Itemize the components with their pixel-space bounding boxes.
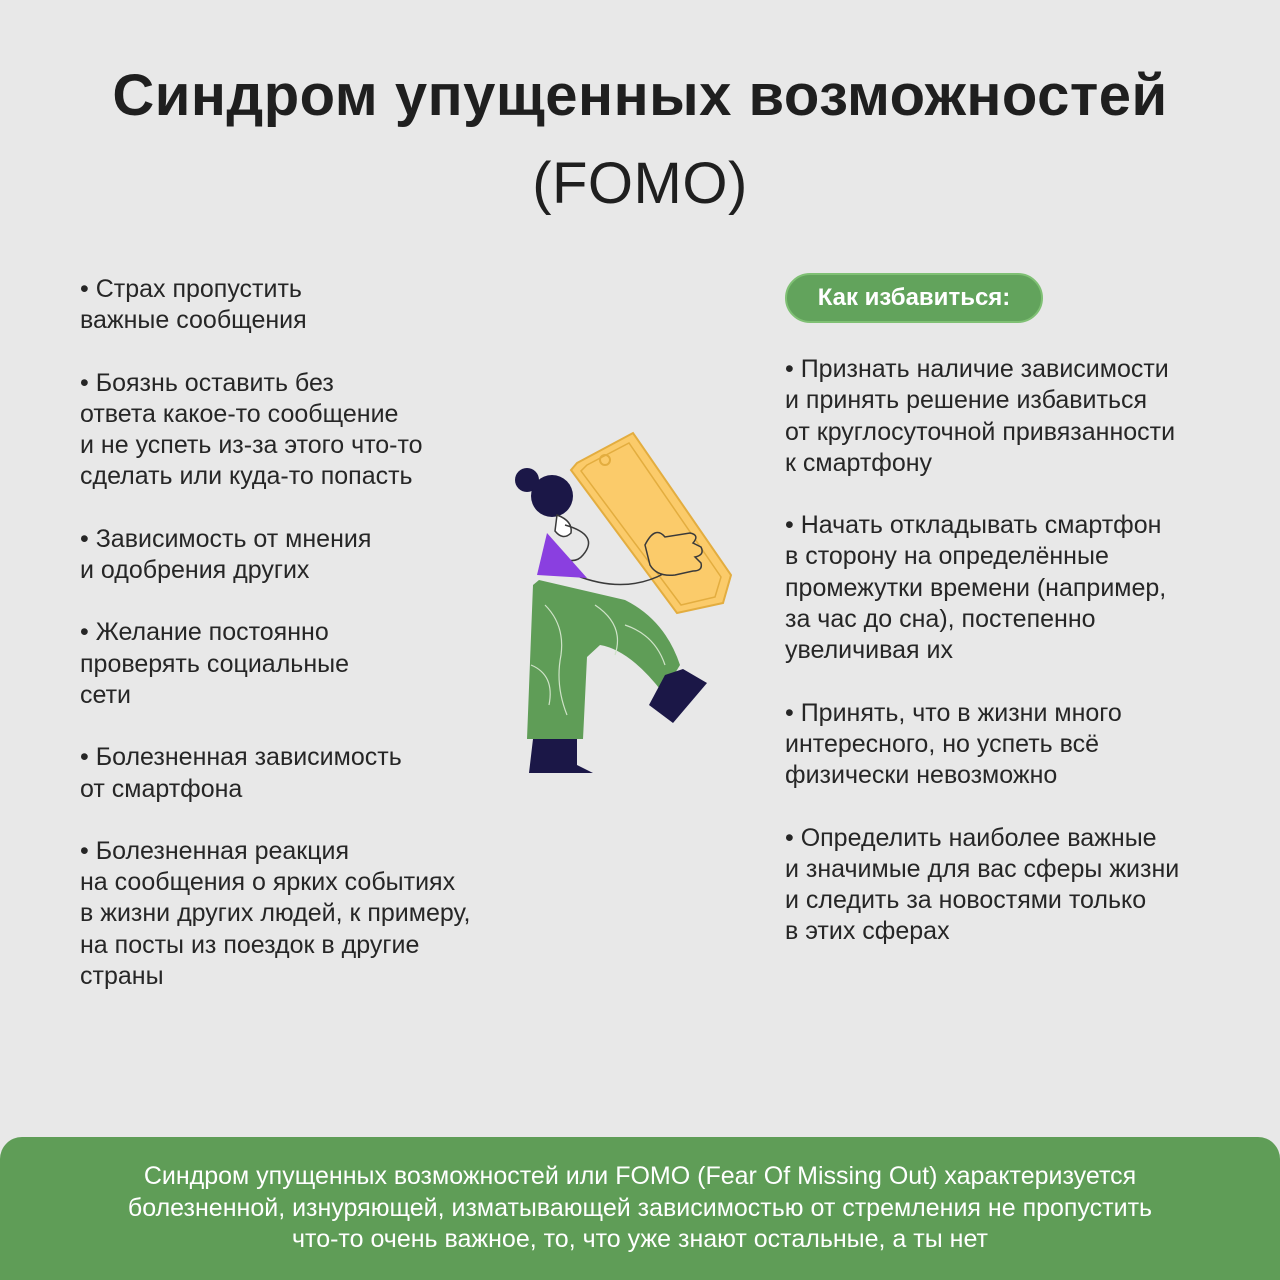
page-title-main: Синдром упущенных возможностей: [112, 63, 1168, 128]
symptom-item: • Зависимость от мнения и одобрения других: [80, 524, 372, 585]
phone-shape: [571, 433, 731, 613]
solution-item: • Принять, что в жизни много интересного, но успеть всё физически невозможно: [785, 698, 1122, 790]
symptom-item: • Болезненная реакция на сообщения о ярких событиях в жизни других людей, к примеру, на посты из поездок в другие страны: [80, 836, 471, 991]
symptom-item: • Желание постоянно проверять социальные сети: [80, 618, 349, 709]
symptom-item: • Боязнь оставить без ответа какое-то сообщение и не успеть из-за этого что-то сделать или куда-то попасть: [80, 368, 423, 491]
how-to-get-rid-badge: Как избавиться:: [785, 273, 1043, 323]
solution-item: • Определить наиболее важные и значимые для вас сферы жизни и следить за новостями только в этих сферах: [785, 823, 1180, 946]
solution-item: • Признать наличие зависимости и принять решение избавиться от круглосуточной привязанности к смартфону: [785, 355, 1176, 477]
definition-footer: [0, 1137, 1280, 1280]
symptoms-list: [80, 274, 540, 1023]
symptom-item: • Страх пропустить важные сообщения: [80, 275, 307, 335]
definition-text: Синдром упущенных возможностей или FOMO (Fear Of Missing Out) характеризуется болезненной, изнуряющей, изматывающей зависимостью от стремления не пропустить что-то очень важное, то, что уже знают остальные, а ты нет: [127, 1162, 1153, 1253]
page-title: [0, 52, 1280, 228]
person-holding-phone-illustration: [505, 425, 745, 785]
page-title-abbreviation: (FOMO): [532, 151, 748, 216]
solution-item: • Начать откладывать смартфон в сторону на определённые промежутки времени (например, за час до сна), постепенно увеличивая их: [785, 511, 1167, 665]
symptom-item: • Болезненная зависимость от смартфона: [80, 743, 402, 803]
solutions-list: [785, 354, 1255, 979]
